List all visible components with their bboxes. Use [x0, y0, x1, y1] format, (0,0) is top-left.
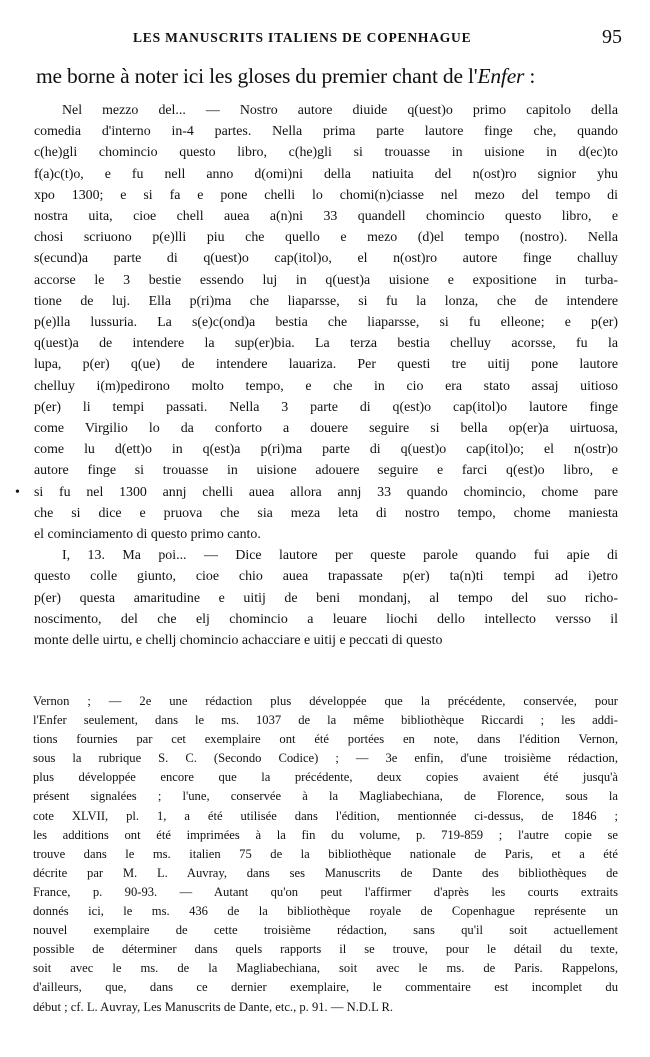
commentary-line: lupa, p(er) q(ue) de intendere lauariza. Per questi tre uitij pone lautore [34, 357, 618, 373]
footnote-line: sous la rubrique S. C. (Secondo Codice) ; — 3e enfin, d'une troisième rédaction, [33, 751, 618, 766]
commentary-line: come lu d(ett)o in q(est)a p(ri)ma parte di q(uest)o cap(itol)o; el n(ostr)o [34, 442, 618, 458]
footnote-line: décrite par M. L. Auvray, dans ses Manuscrits de Dante des bibliothèques de [33, 865, 618, 880]
commentary-line: q(uest)a de intendere la sup(er)bia. La terza bestia chelluy acorsse, fu la [34, 336, 618, 352]
footnote-line: cote XLVII, pl. 1, a été utilisée dans l'édition, mentionnée ci-dessus, de 1846 ; [33, 808, 618, 823]
footnote-line: plus développée encore que la précédente, deux copies avaient été jusqu'à [33, 770, 618, 785]
footnote-line: possible de déterminer dans quels rapports il se trouve, pour le détail du texte, [33, 942, 618, 957]
commentary-line: p(e)lla lussuria. La s(e)c(ond)a bestia che liaparsse, si fu elleone; e p(er) [34, 315, 618, 331]
commentary-line: nostra uita, cioe chell auea a(n)ni 33 quandell chomincio questo libro, e [34, 209, 618, 225]
margin-bullet: • [15, 485, 20, 500]
commentary-line: Nel mezzo del... — Nostro autore diuide q(uest)o primo capitolo della [62, 103, 618, 118]
commentary-line: che si dice e pruova che sia meza leta di nostro tempo, chome maniesta [34, 505, 618, 521]
commentary-line: I, 13. Ma poi... — Dice lautore per queste parole quando fui apie di [62, 548, 618, 564]
commentary-line: xpo 1300; e si fa e pone chelli lo chomi(n)ciasse nel mezo del tempo di [34, 187, 618, 203]
footnote-line: nouvel exemplaire de cette troisième rédaction, sans qu'il soit actuellement [33, 923, 618, 938]
commentary-line: f(a)c(t)o, e fu nell anno d(omi)ni della natiuita del n(ost)ro signior yhu [34, 166, 618, 182]
commentary-line: p(er) li tempi passati. Nella 3 parte di q(est)o cap(itol)o lautore finge [34, 399, 618, 415]
footnote-line: donnés ici, le ms. 436 de la bibliothèque royale de Copenhague représente un [33, 904, 618, 919]
commentary-line: s(ecund)a parte di q(uest)o cap(itol)o, el n(ost)ro autore finge challuy [34, 251, 618, 267]
footnote-line: Vernon ; — 2e une rédaction plus développée que la précédente, conservée, pour [33, 694, 618, 708]
footnote-line: présent signalées ; l'une, conservée à la Magliabechiana, de Florence, sous la [33, 789, 618, 804]
intro-work-title: Enfer [477, 64, 525, 88]
footnote-line: début ; cf. L. Auvray, Les Manuscrits de Dante, etc., p. 91. — N.D.L R. [33, 999, 394, 1014]
footnote-line: les additions ont été imprimées à la fin du volume, p. 719-859 ; l'autre copie se [33, 827, 618, 842]
running-head [40, 28, 620, 52]
commentary-line: noscimento, del che elj chomincio a leuare liochi dello intellecto versso il [34, 611, 618, 627]
footnote-line: tions fournies par cet exemplaire ont été portées en note, dans l'édition Vernon, [33, 732, 618, 747]
footnote-line: d'ailleurs, que, dans ce dernier exemplaire, le commentaire est incomplet du [33, 980, 618, 995]
commentary-line: comedia d'interno in-4 partes. Nella prima parte lautore finge che, quando [34, 124, 618, 140]
footnote-line: trouve dans le ms. italien 75 de la bibliothèque nationale de Paris, et a été [33, 846, 618, 861]
commentary-line: accorse le 3 bestie essendo luj in q(uest)a uisione e expositione in turba- [34, 272, 618, 288]
commentary-body [34, 100, 618, 651]
commentary-line: come Virgilio lo da conforto a douere seguire si bella op(er)a uirtuosa, [34, 421, 618, 437]
commentary-line: monte delle uirtu, e chellj chomincio achacciare e uitij e peccati di questo [34, 633, 443, 649]
intro-sentence [36, 64, 626, 89]
footnote-line: soit avec le ms. de la Magliabechiana, soit avec le ms. de Paris. Rappelons, [33, 961, 618, 976]
footnote-block [33, 692, 618, 1017]
intro-tail: : [524, 64, 536, 88]
commentary-line: chosi scriuono p(e)lli piu che quello e mezo (d)el tempo (nostro). Nella [34, 230, 618, 246]
page-number: 95 [602, 26, 622, 48]
footnote-line: France, p. 90-93. — Autant qu'on peut l'affirmer d'après les courts extraits [33, 884, 618, 899]
commentary-line: chelluy i(m)pedirono molto tempo, e che in cio era stato assaj uitioso [34, 378, 618, 394]
commentary-line: el cominciamento di questo primo canto. [34, 527, 261, 543]
commentary-line: tione de luj. Ella p(ri)ma che liaparsse, si fu la lonza, che de intendere [34, 293, 618, 309]
commentary-line: questo colle giunto, cioe chio auea trapassate p(er) ta(n)ti tempi ad i)etro [34, 569, 618, 585]
intro-text: me borne à noter ici les gloses du premier chant de l' [36, 64, 478, 88]
commentary-line: p(er) questa amaritudine e uitij de beni mondanj, al tempo del suo richo- [34, 590, 618, 606]
running-title: LES MANUSCRITS ITALIENS DE COPENHAGUE [133, 30, 472, 45]
commentary-line: autore finge si trouasse in uisione adouere seguire e farci q(est)o libro, e [34, 463, 618, 479]
commentary-line: si fu nel 1300 annj chelli auea allora annj 33 quando chomincio, chome pare [34, 484, 618, 500]
footnote-line: l'Enfer seulement, dans le ms. 1037 de la même bibliothèque Riccardi ; les addi- [33, 713, 618, 728]
commentary-line: c(he)gli chomincio questo libro, c(he)gli si trouasse in uisione in d(ec)to [34, 145, 618, 161]
